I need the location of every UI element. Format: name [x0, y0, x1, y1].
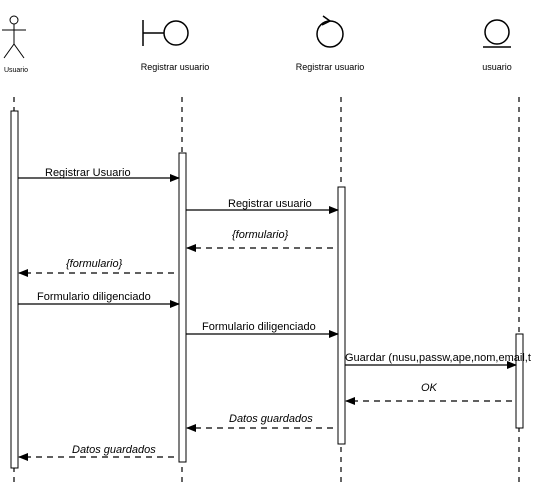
message-label: Formulario diligenciado — [202, 321, 316, 333]
message-label: Formulario diligenciado — [37, 291, 151, 303]
message-label: {formulario} — [66, 258, 123, 270]
message-label: OK — [421, 382, 437, 394]
participant-label-actor: Usuario — [3, 67, 29, 74]
actor-icon — [2, 16, 26, 58]
entity-icon — [483, 20, 511, 47]
message-label: Datos guardados — [72, 444, 156, 456]
boundary-icon — [143, 20, 188, 46]
activation-control — [338, 187, 345, 444]
control-icon — [317, 16, 343, 47]
message-label: {formulario} — [232, 229, 289, 241]
message-label: Registrar Usuario — [45, 167, 131, 179]
participant-label-control: Registrar usuario — [295, 62, 365, 72]
message-label: Guardar (nusu,passw,ape,nom,email,t — [345, 352, 531, 364]
activation-entity — [516, 334, 523, 428]
participant-label-boundary: Registrar usuario — [140, 62, 210, 72]
message-label: Datos guardados — [229, 413, 313, 425]
participant-label-entity: usuario — [482, 62, 512, 72]
activation-boundary — [179, 153, 186, 462]
message-label: Registrar usuario — [228, 198, 312, 210]
activation-actor — [11, 111, 18, 468]
